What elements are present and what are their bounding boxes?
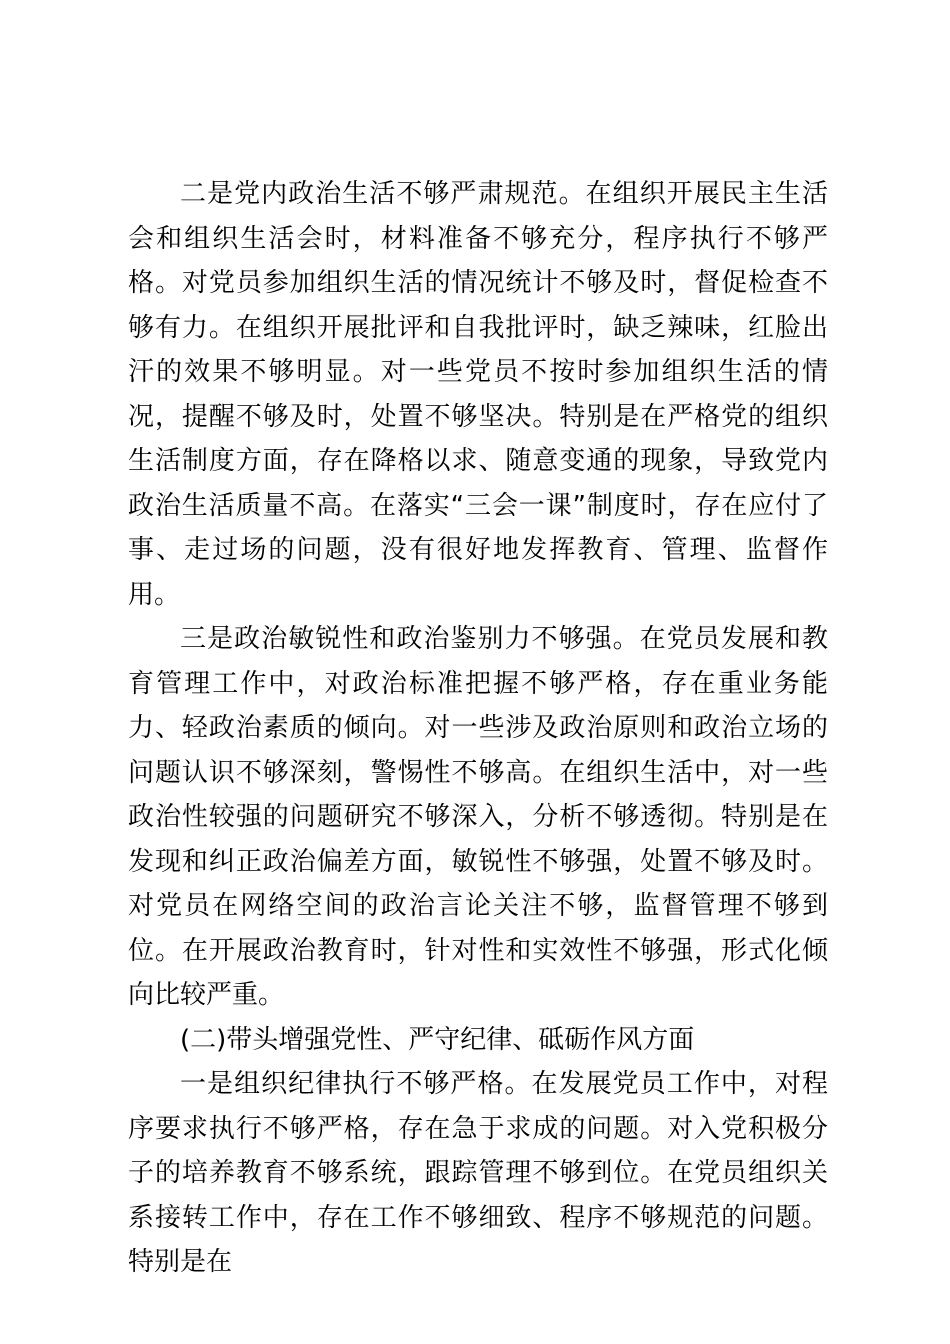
paragraph-political-sensitivity: 三是政治敏锐性和政治鉴别力不够强。在党员发展和教育管理工作中，对政治标准把握不够严格，存在重业务能力、轻政治素质的倾向。对一些涉及政治原则和政治立场的问题认识不够深刻，警惕性不够高。在组织生活中，对一些政治性较强的问题研究不够深入，分析不够透彻。特别是在发现和纠正政治偏差方面，敏锐性不够强，处置不够及时。对党员在网络空间的政治言论关注不够，监督管理不够到位。在开展政治教育时，针对性和实效性不够强，形式化倾向比较严重。 xyxy=(128,624,828,1010)
section-heading-party-discipline: (二)带头增强党性、严守纪律、砥砺作风方面 xyxy=(180,1024,695,1055)
paragraph-organizational-discipline: 一是组织纪律执行不够严格。在发展党员工作中，对程序要求执行不够严格，存在急于求成的问题。对入党积极分子的培养教育不够系统，跟踪管理不够到位。在党员组织关系接转工作中，存在工作不够细致、程序不够规范的问题。特别是在 xyxy=(128,1069,828,1277)
paragraph-political-life: 二是党内政治生活不够严肃规范。在组织开展民主生活会和组织生活会时，材料准备不够充分，程序执行不够严格。对党员参加组织生活的情况统计不够及时，督促检查不够有力。在组织开展批评和自我批评时，缺乏辣味，红脸出汗的效果不够明显。对一些党员不按时参加组织生活的情况，提醒不够及时，处置不够坚决。特别是在严格党的组织生活制度方面，存在降格以求、随意变通的现象，导致党内政治生活质量不高。在落实“三会一课”制度时，存在应付了事、走过场的问题，没有很好地发挥教育、管理、监督作用。 xyxy=(128,179,828,610)
document-body xyxy=(128,172,828,1285)
